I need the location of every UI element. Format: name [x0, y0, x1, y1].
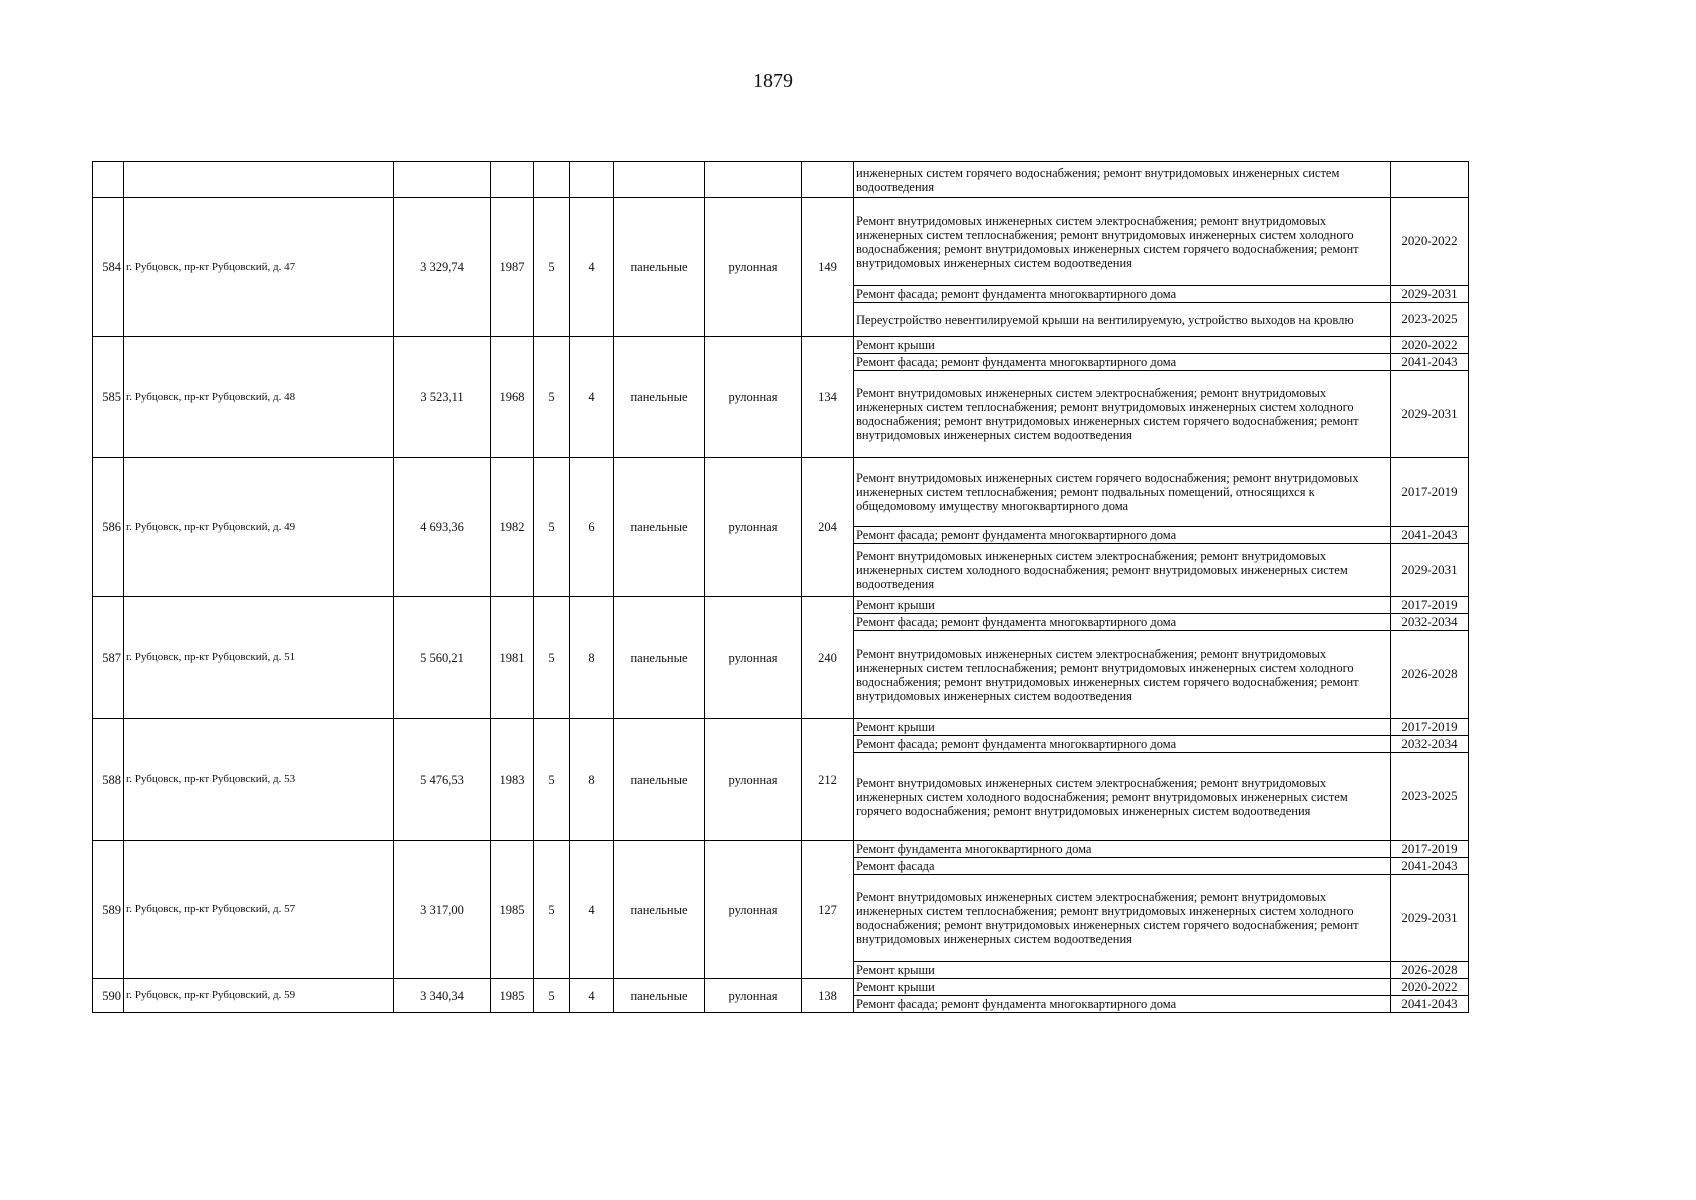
cell-period: 2029-2031 — [1391, 544, 1469, 597]
cell-area: 4 693,36 — [394, 458, 491, 597]
cell-floors: 5 — [534, 979, 570, 1013]
cell-roof: рулонная — [705, 719, 802, 841]
cell-work: Переустройство невентилируемой крыши на вентилируемую, устройство выходов на кровлю — [854, 303, 1391, 337]
cell-address: г. Рубцовск, пр-кт Рубцовский, д. 48 — [124, 337, 394, 458]
cell-period: 2017-2019 — [1391, 719, 1469, 736]
cell-work: Ремонт внутридомовых инженерных систем электроснабжения; ремонт внутридомовых инженерных систем теплоснабжения; ремонт внутридомовых инженерных систем холодного водоснабжения; ремонт внутридомовых инженерных систем горячего водоснабжения; ремонт внутридомовых инженерных систем водоотведения — [854, 371, 1391, 458]
cell-year: 1985 — [491, 979, 534, 1013]
cell-walls: панельные — [614, 458, 705, 597]
cell-period: 2020-2022 — [1391, 198, 1469, 286]
cell-walls: панельные — [614, 597, 705, 719]
cell-work: Ремонт фасада; ремонт фундамента многоквартирного дома — [854, 527, 1391, 544]
cell-period: 2020-2022 — [1391, 337, 1469, 354]
cell-work: Ремонт крыши — [854, 719, 1391, 736]
cell-address — [124, 162, 394, 198]
cell-period — [1391, 162, 1469, 198]
cell-period: 2023-2025 — [1391, 753, 1469, 841]
cell-entrances: 4 — [570, 198, 614, 337]
cell-period: 2041-2043 — [1391, 996, 1469, 1013]
cell-year: 1983 — [491, 719, 534, 841]
cell-floors: 5 — [534, 719, 570, 841]
cell-address: г. Рубцовск, пр-кт Рубцовский, д. 53 — [124, 719, 394, 841]
cell-work: Ремонт фасада — [854, 858, 1391, 875]
page-number: 1879 — [753, 70, 793, 92]
cell-walls: панельные — [614, 979, 705, 1013]
cell-year — [491, 162, 534, 198]
cell-num: 586 — [93, 458, 124, 597]
cell-num: 589 — [93, 841, 124, 979]
cell-residents: 212 — [802, 719, 854, 841]
cell-residents: 204 — [802, 458, 854, 597]
cell-year: 1981 — [491, 597, 534, 719]
cell-walls — [614, 162, 705, 198]
cell-address: г. Рубцовск, пр-кт Рубцовский, д. 57 — [124, 841, 394, 979]
cell-num: 587 — [93, 597, 124, 719]
cell-work: Ремонт внутридомовых инженерных систем электроснабжения; ремонт внутридомовых инженерных систем холодного водоснабжения; ремонт внутридомовых инженерных систем водоотведения — [854, 544, 1391, 597]
cell-entrances: 4 — [570, 979, 614, 1013]
cell-walls: панельные — [614, 719, 705, 841]
cell-roof — [705, 162, 802, 198]
cell-year: 1987 — [491, 198, 534, 337]
cell-address: г. Рубцовск, пр-кт Рубцовский, д. 49 — [124, 458, 394, 597]
cell-work: Ремонт внутридомовых инженерных систем электроснабжения; ремонт внутридомовых инженерных систем теплоснабжения; ремонт внутридомовых инженерных систем холодного водоснабжения; ремонт внутридомовых инженерных систем горячего водоснабжения; ремонт внутридомовых инженерных систем водоотведения — [854, 198, 1391, 286]
cell-entrances: 8 — [570, 719, 614, 841]
cell-period: 2032-2034 — [1391, 736, 1469, 753]
cell-num: 585 — [93, 337, 124, 458]
table-body — [93, 162, 1469, 1013]
cell-work: Ремонт фасада; ремонт фундамента многоквартирного дома — [854, 996, 1391, 1013]
cell-period: 2017-2019 — [1391, 597, 1469, 614]
cell-residents: 240 — [802, 597, 854, 719]
cell-period: 2041-2043 — [1391, 858, 1469, 875]
cell-area — [394, 162, 491, 198]
cell-work: Ремонт фасада; ремонт фундамента многоквартирного дома — [854, 286, 1391, 303]
cell-year: 1985 — [491, 841, 534, 979]
cell-work: Ремонт крыши — [854, 979, 1391, 996]
cell-address: г. Рубцовск, пр-кт Рубцовский, д. 51 — [124, 597, 394, 719]
cell-residents: 134 — [802, 337, 854, 458]
cell-floors: 5 — [534, 198, 570, 337]
cell-residents: 138 — [802, 979, 854, 1013]
cell-roof: рулонная — [705, 979, 802, 1013]
cell-area: 3 317,00 — [394, 841, 491, 979]
cell-residents — [802, 162, 854, 198]
cell-area: 5 476,53 — [394, 719, 491, 841]
cell-floors: 5 — [534, 841, 570, 979]
cell-entrances: 8 — [570, 597, 614, 719]
cell-floors: 5 — [534, 337, 570, 458]
cell-period: 2029-2031 — [1391, 286, 1469, 303]
cell-area: 5 560,21 — [394, 597, 491, 719]
cell-period: 2029-2031 — [1391, 371, 1469, 458]
cell-work: Ремонт внутридомовых инженерных систем электроснабжения; ремонт внутридомовых инженерных систем теплоснабжения; ремонт внутридомовых инженерных систем холодного водоснабжения; ремонт внутридомовых инженерных систем горячего водоснабжения; ремонт внутридомовых инженерных систем водоотведения — [854, 631, 1391, 719]
cell-residents: 149 — [802, 198, 854, 337]
table-row — [93, 719, 1469, 736]
cell-num: 588 — [93, 719, 124, 841]
cell-walls: панельные — [614, 337, 705, 458]
cell-period: 2023-2025 — [1391, 303, 1469, 337]
table-row — [93, 458, 1469, 527]
cell-num: 590 — [93, 979, 124, 1013]
table-row — [93, 597, 1469, 614]
cell-roof: рулонная — [705, 198, 802, 337]
cell-walls: панельные — [614, 198, 705, 337]
cell-roof: рулонная — [705, 841, 802, 979]
cell-work: Ремонт крыши — [854, 962, 1391, 979]
cell-period: 2017-2019 — [1391, 458, 1469, 527]
cell-floors: 5 — [534, 597, 570, 719]
cell-period: 2032-2034 — [1391, 614, 1469, 631]
cell-work: Ремонт фасада; ремонт фундамента многоквартирного дома — [854, 354, 1391, 371]
cell-roof: рулонная — [705, 458, 802, 597]
cell-walls: панельные — [614, 841, 705, 979]
cell-address: г. Рубцовск, пр-кт Рубцовский, д. 59 — [124, 979, 394, 1013]
cell-work: Ремонт фасада; ремонт фундамента многоквартирного дома — [854, 736, 1391, 753]
cell-address: г. Рубцовск, пр-кт Рубцовский, д. 47 — [124, 198, 394, 337]
cell-year: 1968 — [491, 337, 534, 458]
cell-work: Ремонт фундамента многоквартирного дома — [854, 841, 1391, 858]
cell-work: Ремонт внутридомовых инженерных систем горячего водоснабжения; ремонт внутридомовых инженерных систем теплоснабжения; ремонт подвальных помещений, относящихся к общедомовому имуществу многоквартирного дома — [854, 458, 1391, 527]
cell-residents: 127 — [802, 841, 854, 979]
table-row — [93, 841, 1469, 858]
cell-roof: рулонная — [705, 337, 802, 458]
cell-work: Ремонт крыши — [854, 597, 1391, 614]
cell-entrances: 6 — [570, 458, 614, 597]
cell-work: Ремонт крыши — [854, 337, 1391, 354]
cell-period: 2026-2028 — [1391, 631, 1469, 719]
table-row — [93, 198, 1469, 286]
cell-entrances — [570, 162, 614, 198]
cell-period: 2029-2031 — [1391, 875, 1469, 962]
cell-year: 1982 — [491, 458, 534, 597]
cell-num: 584 — [93, 198, 124, 337]
continuation-row — [93, 162, 1469, 198]
cell-area: 3 340,34 — [394, 979, 491, 1013]
cell-period: 2041-2043 — [1391, 527, 1469, 544]
cell-entrances: 4 — [570, 337, 614, 458]
cell-floors: 5 — [534, 458, 570, 597]
cell-floors — [534, 162, 570, 198]
cell-area: 3 329,74 — [394, 198, 491, 337]
cell-period: 2041-2043 — [1391, 354, 1469, 371]
table-row — [93, 979, 1469, 996]
cell-work: Ремонт внутридомовых инженерных систем электроснабжения; ремонт внутридомовых инженерных систем холодного водоснабжения; ремонт внутридомовых инженерных систем горячего водоснабжения; ремонт внутридомовых инженерных систем водоотведения — [854, 753, 1391, 841]
cell-area: 3 523,11 — [394, 337, 491, 458]
cell-period: 2026-2028 — [1391, 962, 1469, 979]
cell-work: Ремонт фасада; ремонт фундамента многоквартирного дома — [854, 614, 1391, 631]
cell-work: инженерных систем горячего водоснабжения; ремонт внутридомовых инженерных систем водоотведения — [854, 162, 1391, 198]
cell-period: 2020-2022 — [1391, 979, 1469, 996]
cell-roof: рулонная — [705, 597, 802, 719]
cell-work: Ремонт внутридомовых инженерных систем электроснабжения; ремонт внутридомовых инженерных систем теплоснабжения; ремонт внутридомовых инженерных систем холодного водоснабжения; ремонт внутридомовых инженерных систем горячего водоснабжения; ремонт внутридомовых инженерных систем водоотведения — [854, 875, 1391, 962]
cell-entrances: 4 — [570, 841, 614, 979]
cell-period: 2017-2019 — [1391, 841, 1469, 858]
cell-num — [93, 162, 124, 198]
repair-schedule-table — [92, 161, 1469, 1013]
table-row — [93, 337, 1469, 354]
